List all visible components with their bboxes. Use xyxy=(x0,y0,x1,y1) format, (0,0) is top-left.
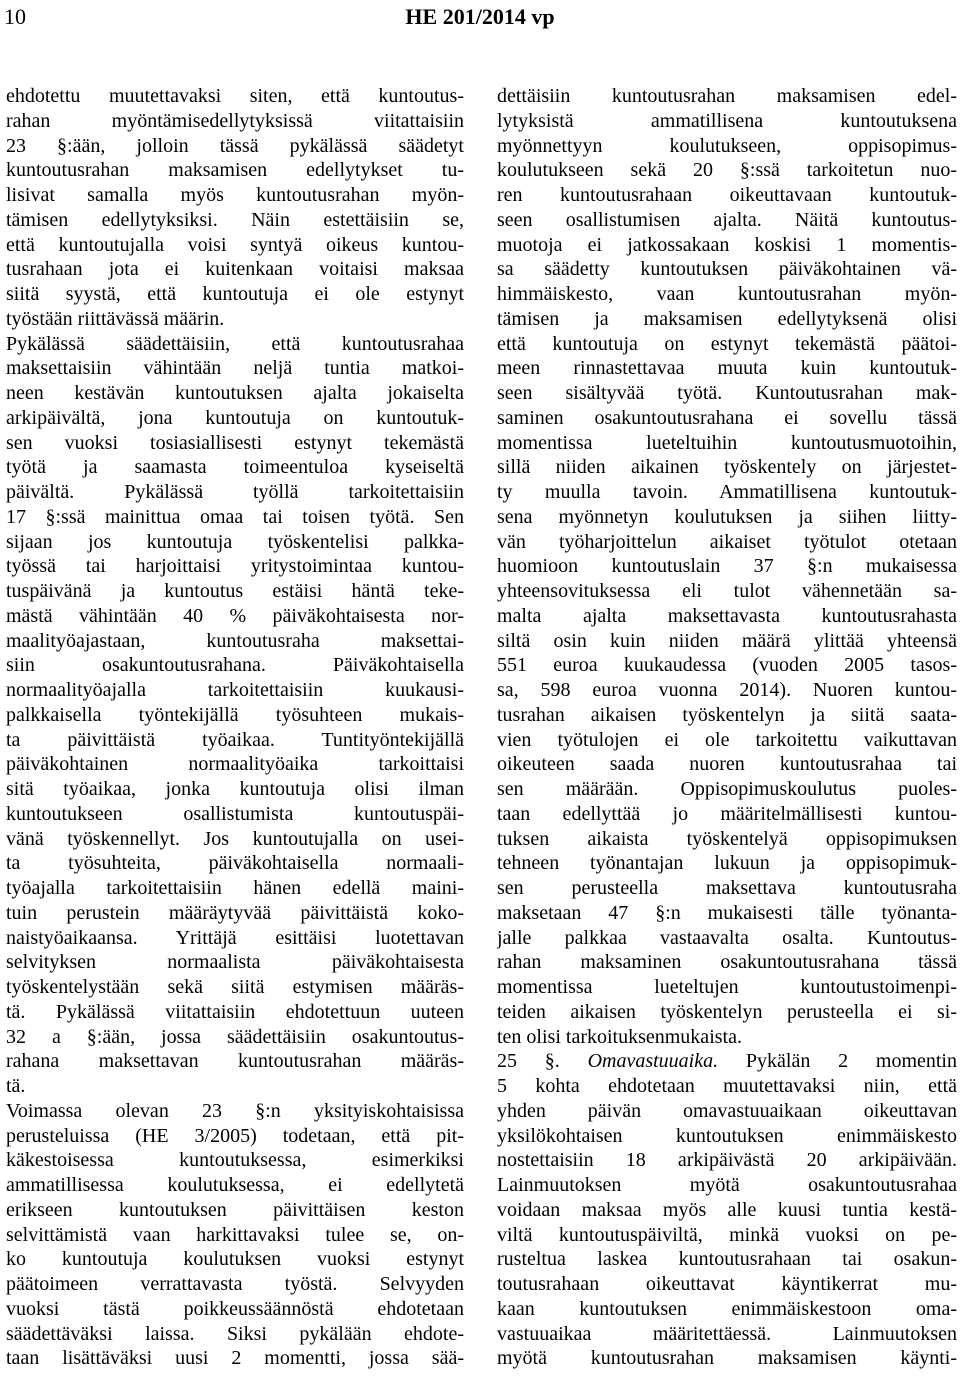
text-line: tusrahaan jota ei kuitenkaan voitaisi maksaa xyxy=(6,258,464,281)
text-line: työajalla tarkoitettaisiin hänen edellä maini- xyxy=(6,877,464,899)
text-line: normaalityöajalla tarkoitettaisiin kuukausi- xyxy=(6,679,464,701)
text-line: sen perusteella maksettava kuntoutusraha xyxy=(497,877,957,899)
text-line: kuntoutukseen osallistumista kuntoutuspäi- xyxy=(6,802,464,825)
text-line: maalityöajastaan, kuntoutusraha maksettai- xyxy=(6,629,464,652)
text-line: neen kestävän kuntoutuksen ajalta jokaiselta xyxy=(6,382,464,404)
left-text-column xyxy=(6,84,464,1371)
text-line: työssä tai harjoittaisi yritystoimintaa kuntou- xyxy=(6,555,464,578)
text-line: meen rinnastettavaa muuta kuin kuntoutuk- xyxy=(497,357,957,380)
text-line: 5 kohta ehdotetaan muutettavaksi niin, että xyxy=(497,1075,957,1097)
text-line: myönnettyyn koulutukseen, oppisopimus- xyxy=(497,134,957,157)
text-line: yhden päivän omavastuuaikaan oikeuttavan xyxy=(497,1099,957,1122)
text-line: himmäiskesto, vaan kuntoutusrahan myön- xyxy=(497,283,957,305)
text-line: ta päivittäistä työaikaa. Tuntityöntekijällä xyxy=(6,728,464,751)
text-line: jalle palkkaa vastaavalta osalta. Kuntoutus- xyxy=(497,926,957,949)
text-line: 32 a §:ään, jossa säädettäisiin osakuntoutus- xyxy=(6,1025,464,1048)
text-line: ta työsuhteita, päiväkohtaisella normaali- xyxy=(6,852,464,875)
text-line: nostettaisiin 18 arkipäivästä 20 arkipäivään. xyxy=(497,1149,957,1172)
text-line: sijaan jos kuntoutuja työskentelisi palkka- xyxy=(6,530,464,553)
text-line: selvityksen normaalista päiväkohtaisesta xyxy=(6,951,464,974)
text-line: tä. Pykälässä viitattaisiin ehdotettuun uuteen xyxy=(6,1000,464,1023)
text-line: siitä syystä, että kuntoutuja ei ole estynyt xyxy=(6,283,464,305)
text-line: tusrahan aikaisen työskentelyn ja siitä saata- xyxy=(497,703,957,726)
text-line: ren kuntoutusrahaan oikeuttavaan kuntoutuk- xyxy=(497,184,957,206)
text-line: tämisen edellytyksiksi. Näin estettäisiin se, xyxy=(6,208,464,231)
page-header xyxy=(0,0,960,34)
text-line: tuspäivänä ja kuntoutus estäisi häntä teke- xyxy=(6,580,464,602)
text-line: taan edellyttää jo määritelmällisesti kuntou- xyxy=(497,802,957,825)
text-line: säädettäväksi laissa. Siksi pykälään ehdote- xyxy=(6,1322,464,1345)
text-line: ten olisi tarkoituksenmukaista. xyxy=(497,1025,742,1048)
text-line: Voimassa olevan 23 §:n yksityiskohtaisissa xyxy=(6,1099,464,1122)
text-line: palkkaisella työntekijällä työsuhteen mukais- xyxy=(6,703,464,726)
text-line: kaan kuntoutuksen enimmäiskestoon oma- xyxy=(497,1297,957,1320)
text-line: päätoimeen verrattavasta työstä. Selvyyden xyxy=(6,1273,464,1295)
text-line: rusteltua laskea kuntoutusrahaan tai osakun- xyxy=(497,1248,957,1271)
text-line: sitä työaikaa, jonka kuntoutuja olisi ilman xyxy=(6,778,464,800)
text-line: työskentelystään sekä siitä estymisen määräs- xyxy=(6,976,464,998)
text-line: 551 euroa kuukaudessa (vuoden 2005 tasos- xyxy=(497,654,957,677)
text-line: maksettaisiin vähintään neljä tuntia matkoi- xyxy=(6,357,464,380)
text-line: lisivat samalla myös kuntoutusrahan myön- xyxy=(6,184,464,206)
text-line: Lainmuutoksen myötä osakuntoutusrahaa xyxy=(497,1174,957,1196)
text-line: toutusrahaan oikeuttavat käyntikerrat mu- xyxy=(497,1273,957,1295)
text-line: ammatillisessa koulutuksessa, ei edellytetä xyxy=(6,1174,464,1196)
text-line: viltä kuntoutuspäiviltä, minkä vuoksi on pe- xyxy=(497,1223,957,1246)
text-line: vastuuaikaa määritettäessä. Lainmuutoksen xyxy=(497,1322,957,1345)
section-title: Omavastuuaika. xyxy=(587,1050,719,1073)
text-line: saminen osakuntoutusrahana ei sovellu tässä xyxy=(497,406,957,429)
text-line: myötä kuntoutusrahan maksamisen käynti- xyxy=(497,1347,957,1370)
text-line: yksilökohtaisen kuntoutuksen enimmäiskesto xyxy=(497,1124,957,1147)
text-line: kuntoutusrahan maksamisen edellytykset tu- xyxy=(6,159,464,182)
text-line xyxy=(497,1049,957,1074)
text-line: lytyksistä ammatillisena kuntoutuksena xyxy=(497,109,957,132)
text-line: vän työharjoittelun aikaiset työtulot otetaan xyxy=(497,530,957,553)
text-line: mästä vähintään 40 % päiväkohtaisesta nor- xyxy=(6,604,464,627)
text-line: yhteensovituksessa eli tulot vähennetään sa- xyxy=(497,580,957,602)
text-line: rahana maksettavan kuntoutusrahan määräs- xyxy=(6,1050,464,1073)
text-line: vien työtulojen ei ole tarkoitettu vaikuttavan xyxy=(497,728,957,751)
text-line: rahan maksaminen osakuntoutusrahana tässä xyxy=(497,951,957,974)
text-line: sen vuoksi tosiasiallisesti estynyt tekemästä xyxy=(6,431,464,454)
text-line: oikeuteen saada nuoren kuntoutusrahaa tai xyxy=(497,753,957,776)
text-line: Pykälässä säädettäisiin, että kuntoutusrahaa xyxy=(6,332,464,355)
text-line: sen määrään. Oppisopimuskoulutus puoles- xyxy=(497,778,957,800)
text-line: ko kuntoutuja koulutuksen vuoksi estynyt xyxy=(6,1248,464,1271)
text-line: erikseen kuntoutuksen päivittäisen keston xyxy=(6,1198,464,1221)
text-line: voidaan maksaa myös alle kuusi tuntia kestä- xyxy=(497,1198,957,1221)
section-number: 25 §. xyxy=(497,1050,588,1073)
text-line: naistyöaikaansa. Yrittäjä esittäisi luotettavan xyxy=(6,926,464,949)
text-line: vänä työskennellyt. Jos kuntoutujalla on usei- xyxy=(6,827,464,850)
text-line: huomioon kuntoutuslain 37 §:n mukaisessa xyxy=(497,555,957,578)
text-line: 17 §:ssä mainittua omaa tai toisen työtä. Sen xyxy=(6,505,464,528)
text-line: että kuntoutuja on estynyt tekemästä päätoi- xyxy=(497,332,957,355)
text-line: päiväkohtainen normaalityöaika tarkoittaisi xyxy=(6,753,464,776)
text-line: rahan myöntämisedellytyksissä viitattaisiin xyxy=(6,109,464,132)
text-line: tuin perustein määräytyvää päivittäistä koko- xyxy=(6,901,464,924)
text-line: työstään riittävässä määrin. xyxy=(6,307,225,330)
text-line: seen sisältyvää työtä. Kuntoutusrahan mak- xyxy=(497,382,957,404)
text-line: dettäisiin kuntoutusrahan maksamisen edel- xyxy=(497,85,957,107)
text-line: että kuntoutujalla voisi syntyä oikeus kuntou- xyxy=(6,233,464,256)
text-line: malta ajalta maksettavasta kuntoutusrahasta xyxy=(497,604,957,627)
text-line: sillä niiden aikainen työskentely on järjestet- xyxy=(497,456,957,479)
text-line: siin osakuntoutusrahana. Päiväkohtaisella xyxy=(6,654,464,677)
text-line: käkestoisessa kuntoutuksessa, esimerkiksi xyxy=(6,1149,464,1172)
text-line: työtä ja saamasta toimeentuloa kyseiseltä xyxy=(6,456,464,479)
text-line: koulutukseen sekä 20 §:ssä tarkoitetun nuo- xyxy=(497,159,957,182)
text-line: tuksen aikaista työskentelyä oppisopimuksen xyxy=(497,827,957,850)
text-line: vuoksi tästä poikkeussäännöstä ehdotetaan xyxy=(6,1297,464,1320)
page-number: 10 xyxy=(4,4,26,29)
text-line: momentissa lueteltujen kuntoutustoimenpi- xyxy=(497,976,957,998)
text-line: ehdotettu muutettavaksi siten, että kuntoutus- xyxy=(6,85,464,107)
text-line: siltä osin kuin niiden määrä ylittää yhteensä xyxy=(497,629,957,652)
text-line: päivältä. Pykälässä työllä tarkoitettaisiin xyxy=(6,481,464,503)
text-line: taan lisättäväksi uusi 2 momentti, jossa sää- xyxy=(6,1347,464,1370)
text-line: seen osallistumisen ajalta. Näitä kuntoutus- xyxy=(497,208,957,231)
text-line: muotoja ei jatkossakaan koskisi 1 momentis- xyxy=(497,233,957,256)
text-line: selvittämistä vaan harkittavaksi tulee se, on- xyxy=(6,1223,464,1246)
text-line: momentissa lueteltuihin kuntoutusmuotoihin, xyxy=(497,431,957,454)
text-line: tehneen työnantajan lukuun ja oppisopimuk- xyxy=(497,852,957,875)
text-line: sa, 598 euroa vuonna 2014). Nuoren kuntou- xyxy=(497,679,957,701)
text-line: tämisen ja maksamisen edellytyksenä olisi xyxy=(497,307,957,330)
document-id: HE 201/2014 vp xyxy=(405,4,555,29)
text-line: sena myönnetyn koulutuksen ja siihen liitty- xyxy=(497,505,957,528)
section-text: Pykälän 2 momentin xyxy=(718,1050,957,1073)
text-line: tä. xyxy=(6,1075,26,1097)
text-line: perusteluissa (HE 3/2005) todetaan, että pit- xyxy=(6,1124,464,1147)
text-line: maksetaan 47 §:n mukaisesti tälle työnanta- xyxy=(497,901,957,924)
text-line: sa säädetty kuntoutuksen päiväkohtainen vä- xyxy=(497,258,957,281)
text-line: ty muulla tavoin. Ammatillisena kuntoutuk- xyxy=(497,481,957,503)
text-line: teiden aikaisen työskentelyn perusteella ei si- xyxy=(497,1000,957,1023)
text-line: arkipäivältä, jona kuntoutuja on kuntoutuk- xyxy=(6,406,464,429)
right-text-column xyxy=(497,84,957,1371)
text-line: 23 §:ään, jolloin tässä pykälässä säädetyt xyxy=(6,134,464,157)
